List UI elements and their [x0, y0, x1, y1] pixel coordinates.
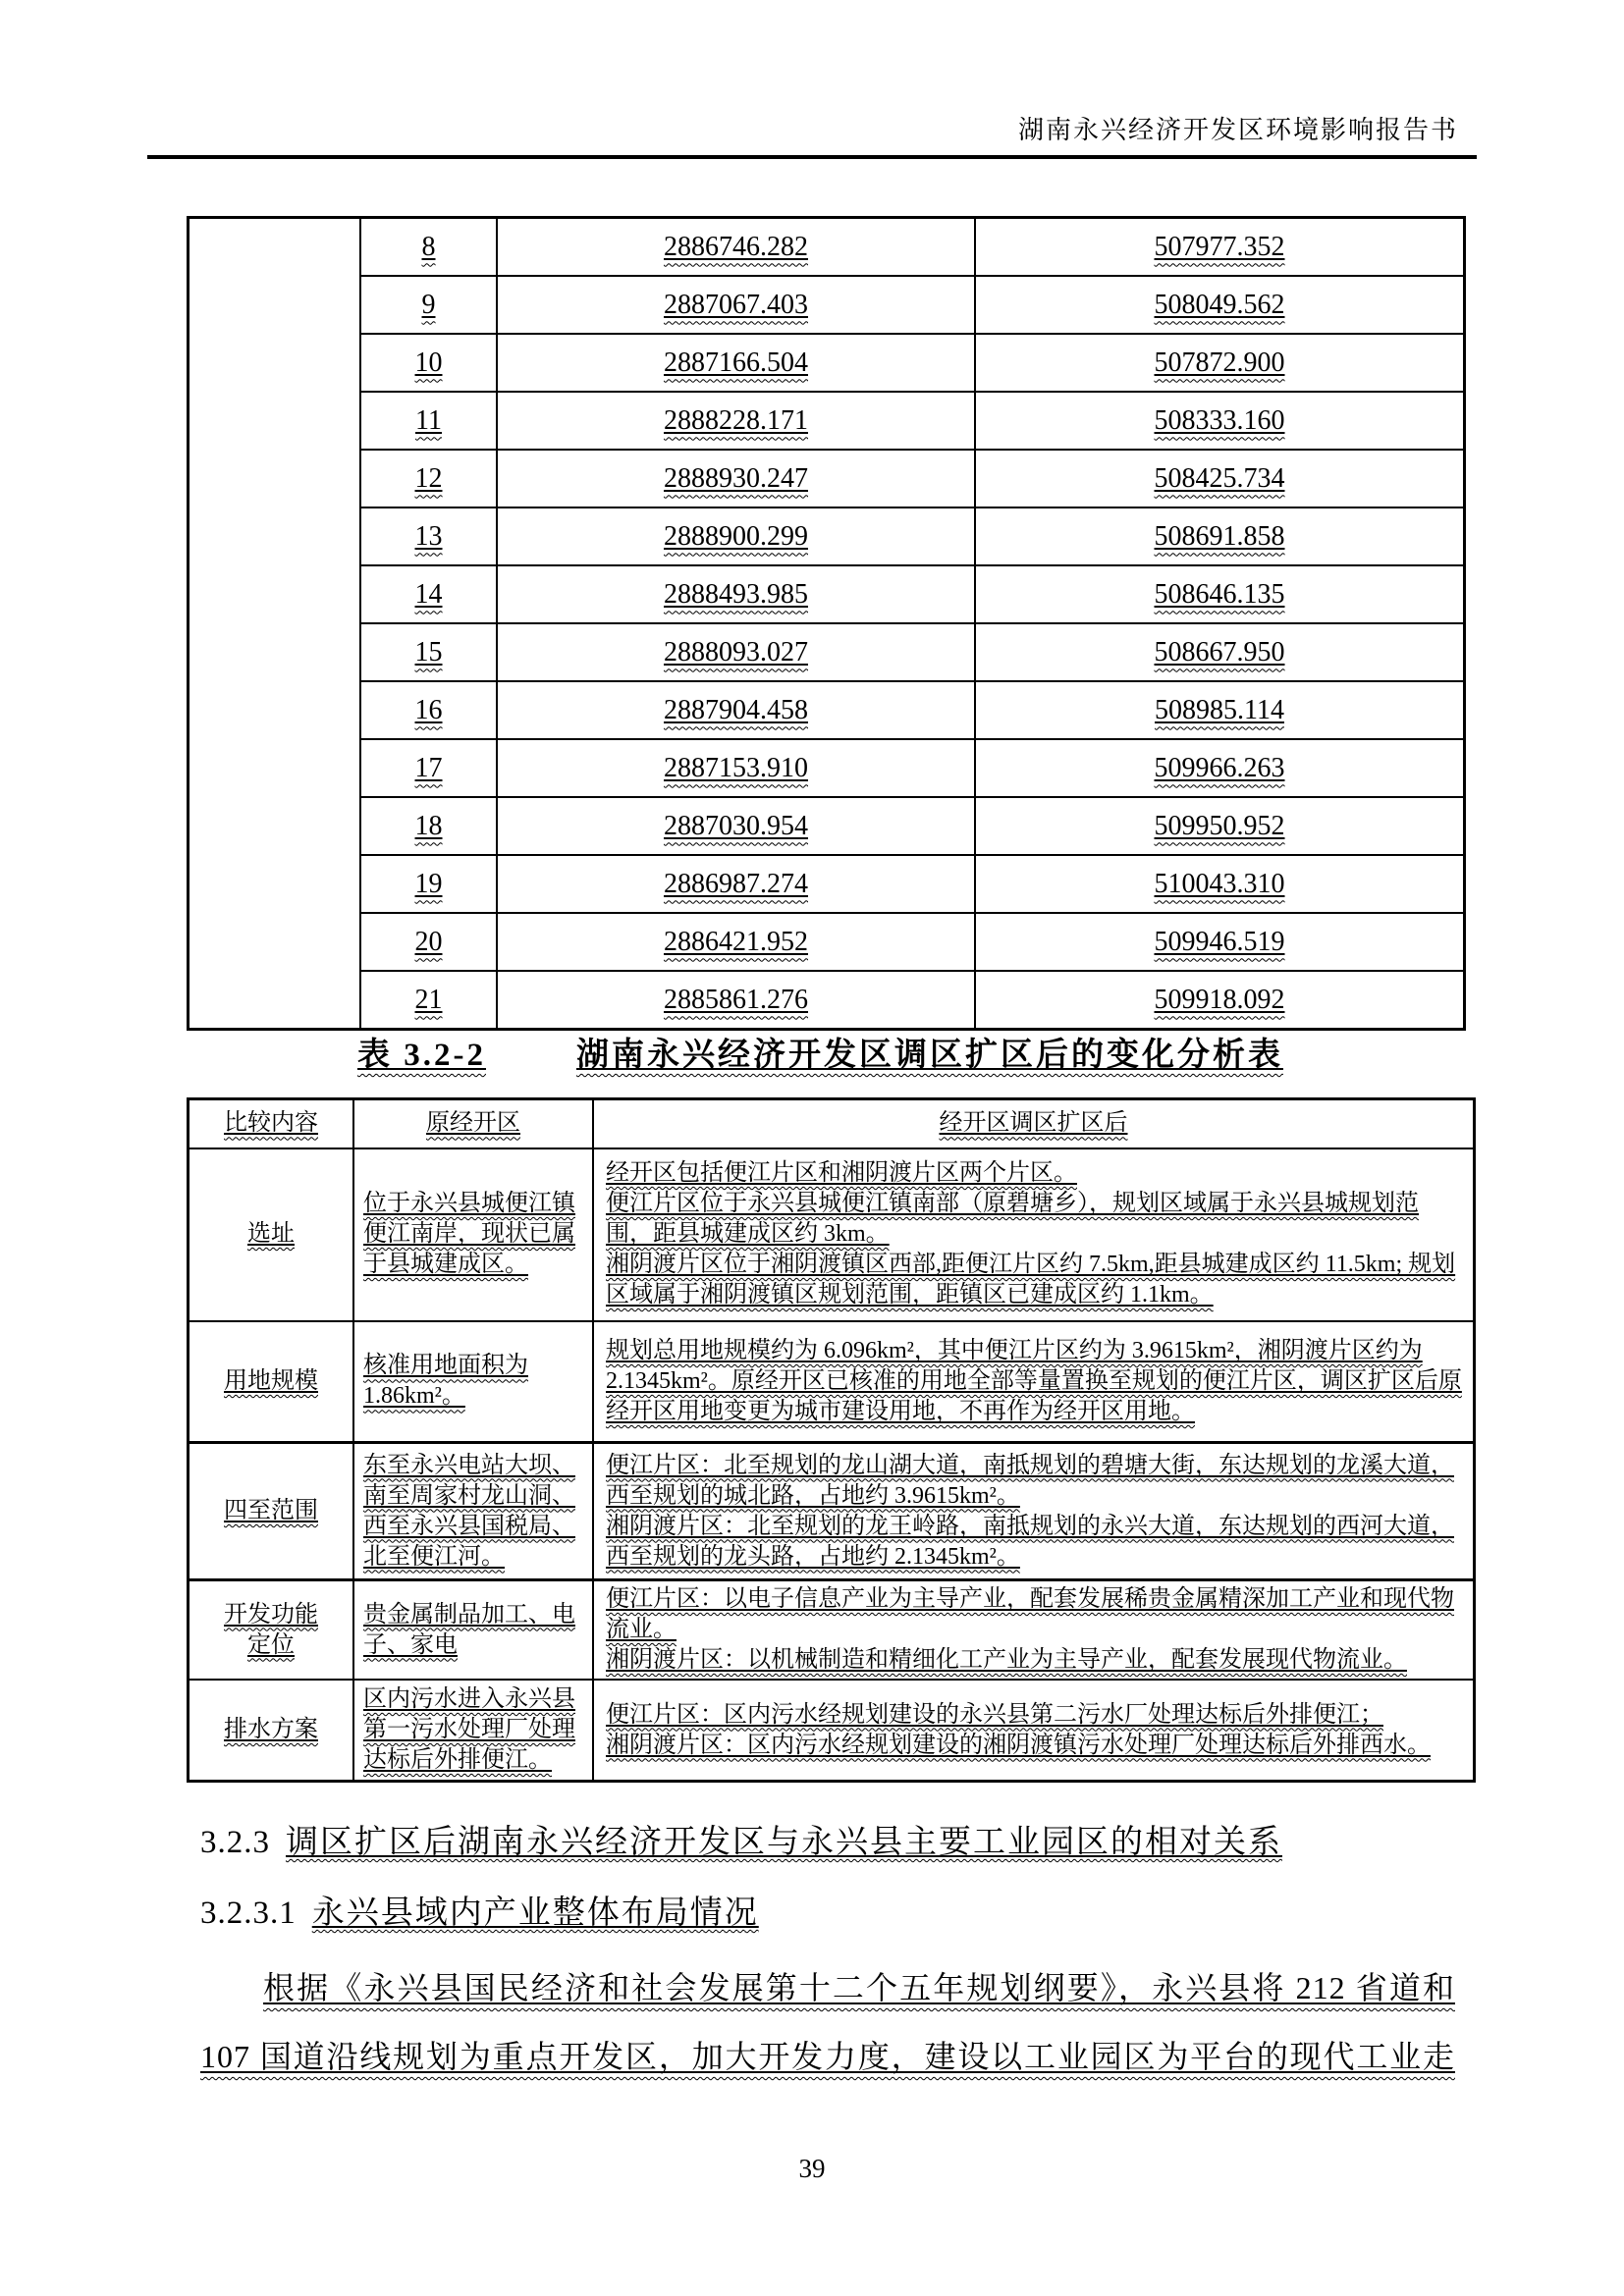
- column-header-original: [353, 1099, 593, 1148]
- x-coordinate: 2887166.504: [664, 347, 808, 378]
- item-label: 用地规模: [224, 1367, 318, 1394]
- table-row: [189, 681, 1465, 739]
- x-coordinate: 2888900.299: [664, 520, 808, 552]
- point-number-cell: [360, 855, 497, 913]
- table-row: [189, 739, 1465, 797]
- x-coordinate: 2885861.276: [664, 984, 808, 1015]
- x-coordinate: 2888930.247: [664, 462, 808, 494]
- y-coordinate: 510043.310: [1154, 868, 1285, 899]
- point-number-cell: [360, 797, 497, 855]
- y-coordinate: 509918.092: [1154, 984, 1285, 1015]
- column-header-label: 原经开区: [426, 1110, 520, 1137]
- x-coordinate: 2888493.985: [664, 578, 808, 610]
- column-header-adjusted: [593, 1099, 1475, 1148]
- point-number: 8: [421, 231, 436, 262]
- y-coordinate: 509966.263: [1154, 752, 1285, 783]
- point-number-cell: [360, 623, 497, 681]
- item-cell: [189, 1321, 354, 1443]
- point-number: 18: [414, 810, 443, 841]
- x-coordinate: 2887904.458: [664, 694, 808, 725]
- x-coordinate-cell: [497, 507, 975, 565]
- point-number: 16: [414, 694, 443, 725]
- adjusted-text: 湘阴渡片区位于湘阴渡镇区西部,距便江片区约 7.5km,距县城建成区约 11.5km; 规划区域属于湘阴渡镇区规划范围，距镇区已建成区约 1.1km。: [606, 1252, 1456, 1308]
- y-coordinate: 508646.135: [1154, 578, 1285, 610]
- point-number-cell: [360, 681, 497, 739]
- section-number: 3.2.3.1: [200, 1896, 297, 1931]
- paragraph-line: [200, 2032, 1455, 2077]
- running-header: [0, 110, 1458, 146]
- table-row: [189, 855, 1465, 913]
- x-coordinate-cell: [497, 565, 975, 623]
- table-row: [189, 565, 1465, 623]
- section-heading-323: [200, 1816, 1467, 1862]
- adjusted-text: 便江片区：以电子信息产业为主导产业，配套发展稀贵金属精深加工产业和现代物流业。: [606, 1586, 1454, 1642]
- y-coordinate-cell: [975, 565, 1465, 623]
- adjusted-cell: [593, 1321, 1475, 1443]
- x-coordinate-cell: [497, 334, 975, 392]
- original-cell: [353, 1580, 593, 1681]
- x-coordinate-cell: [497, 681, 975, 739]
- adjusted-text: 湘阴渡片区：区内污水经规划建设的湘阴渡镇污水处理厂处理达标后外排西水。: [606, 1732, 1431, 1758]
- y-coordinate-cell: [975, 971, 1465, 1030]
- y-coordinate-cell: [975, 218, 1465, 277]
- adjusted-cell: [593, 1443, 1475, 1580]
- x-coordinate-cell: [497, 392, 975, 450]
- table-row: [189, 450, 1465, 507]
- column-header-label: 比较内容: [224, 1110, 318, 1137]
- comparison-row-boundaries: [189, 1443, 1475, 1580]
- paragraph-line: [200, 1963, 1455, 2008]
- adjusted-text: 经开区包括便江片区和湘阴渡片区两个片区。: [606, 1160, 1077, 1186]
- page-number: [0, 2154, 1624, 2184]
- table-row: [189, 797, 1465, 855]
- item-label: 选址: [247, 1221, 295, 1247]
- y-coordinate-cell: [975, 507, 1465, 565]
- comparison-row-function: [189, 1580, 1475, 1681]
- adjusted-cell: [593, 1148, 1475, 1321]
- adjusted-text: 湘阴渡片区：北至规划的龙王岭路，南抵规划的永兴大道，东达规划的西河大道，西至规划的龙头路，占地约 2.1345km²。: [606, 1513, 1454, 1570]
- item-cell: [189, 1580, 354, 1681]
- y-coordinate: 509950.952: [1154, 810, 1285, 841]
- x-coordinate: 2887153.910: [664, 752, 808, 783]
- item-label: 开发功能定位: [224, 1601, 318, 1658]
- paragraph-text: 根据《永兴县国民经济和社会发展第十二个五年规划纲要》，永兴县将 212 省道和: [263, 1970, 1455, 2005]
- x-coordinate: 2888093.027: [664, 636, 808, 667]
- comparison-table: [187, 1097, 1476, 1783]
- x-coordinate-cell: [497, 739, 975, 797]
- point-number: 20: [414, 926, 443, 957]
- point-number-cell: [360, 392, 497, 450]
- point-number: 17: [414, 752, 443, 783]
- column-header-item: [189, 1099, 354, 1148]
- adjusted-text: 便江片区：北至规划的龙山湖大道，南抵规划的碧塘大街，东达规划的龙溪大道，西至规划的城北路，占地约 3.9615km²。: [606, 1452, 1454, 1509]
- merged-empty-cell: [189, 218, 361, 1030]
- comparison-row-drainage: [189, 1680, 1475, 1782]
- point-number-cell: [360, 913, 497, 971]
- point-number-cell: [360, 971, 497, 1030]
- original-cell: [353, 1321, 593, 1443]
- original-text: 核准用地面积为 1.86km²。: [363, 1353, 528, 1410]
- x-coordinate-cell: [497, 855, 975, 913]
- comparison-row-site: [189, 1148, 1475, 1321]
- x-coordinate-cell: [497, 276, 975, 334]
- item-label: 排水方案: [224, 1717, 318, 1742]
- y-coordinate: 508333.160: [1154, 404, 1285, 436]
- table-row: [189, 971, 1465, 1030]
- page-number-value: 39: [798, 2154, 826, 2183]
- comparison-row-land-scale: [189, 1321, 1475, 1443]
- y-coordinate-cell: [975, 334, 1465, 392]
- original-text: 位于永兴县城便江镇便江南岸，现状已属于县城建成区。: [363, 1191, 575, 1277]
- section-title: 调区扩区后湖南永兴经济开发区与永兴县主要工业园区的相对关系: [286, 1825, 1282, 1860]
- table-row: [189, 276, 1465, 334]
- y-coordinate: 508691.858: [1154, 520, 1285, 552]
- item-cell: [189, 1680, 354, 1782]
- point-number-cell: [360, 739, 497, 797]
- point-number: 11: [415, 404, 442, 436]
- point-number-cell: [360, 507, 497, 565]
- original-cell: [353, 1443, 593, 1580]
- point-number-cell: [360, 334, 497, 392]
- x-coordinate: 2886987.274: [664, 868, 808, 899]
- paragraph-text: 107 国道沿线规划为重点开发区，加大开发力度，建设以工业园区为平台的现代工业走: [200, 2039, 1455, 2074]
- adjusted-cell: [593, 1580, 1475, 1681]
- original-cell: [353, 1680, 593, 1782]
- point-number: 14: [414, 578, 443, 610]
- y-coordinate-cell: [975, 855, 1465, 913]
- y-coordinate-cell: [975, 623, 1465, 681]
- y-coordinate-cell: [975, 797, 1465, 855]
- table-row: [189, 623, 1465, 681]
- x-coordinate-cell: [497, 913, 975, 971]
- table-caption-label: 表 3.2-2: [357, 1038, 486, 1073]
- y-coordinate-cell: [975, 681, 1465, 739]
- point-number: 10: [414, 347, 443, 378]
- y-coordinate-cell: [975, 739, 1465, 797]
- y-coordinate: 508425.734: [1154, 462, 1285, 494]
- x-coordinate: 2886746.282: [664, 231, 808, 262]
- original-text: 贵金属制品加工、电子、家电: [363, 1601, 575, 1658]
- x-coordinate-cell: [497, 623, 975, 681]
- y-coordinate: 509946.519: [1154, 926, 1285, 957]
- item-cell: [189, 1148, 354, 1321]
- point-number: 9: [421, 289, 436, 320]
- point-number-cell: [360, 218, 497, 277]
- table-row: [189, 218, 1465, 277]
- point-number-cell: [360, 276, 497, 334]
- section-title: 永兴县域内产业整体布局情况: [311, 1896, 759, 1931]
- original-text: 区内污水进入永兴县第一污水处理厂处理达标后外排便江。: [363, 1686, 575, 1773]
- adjusted-text: 便江片区位于永兴县城便江镇南部（原碧塘乡），规划区域属于永兴县城规划范围，距县城建成区约 3km。: [606, 1191, 1419, 1247]
- y-coordinate: 507872.900: [1154, 347, 1285, 378]
- y-coordinate: 508049.562: [1154, 289, 1285, 320]
- adjusted-text: 湘阴渡片区：以机械制造和精细化工产业为主导产业，配套发展现代物流业。: [606, 1647, 1407, 1673]
- item-label: 四至范围: [224, 1498, 318, 1523]
- x-coordinate-cell: [497, 797, 975, 855]
- original-cell: [353, 1148, 593, 1321]
- x-coordinate: 2888228.171: [664, 404, 808, 436]
- adjusted-text: 便江片区：区内污水经规划建设的永兴县第二污水厂处理达标后外排便江；: [606, 1701, 1383, 1728]
- adjusted-cell: [593, 1680, 1475, 1782]
- adjusted-text: 规划总用地规模约为 6.096km²，其中便江片区约为 3.9615km²，湘阴渡片区约为 2.1345km²。原经开区已核准的用地全部等量置换至规划的便江片区，调区扩区后原经开区用地变更为城市建设用地，不再作为经开区用地。: [606, 1337, 1462, 1424]
- point-number: 12: [414, 462, 443, 494]
- x-coordinate: 2887067.403: [664, 289, 808, 320]
- item-cell: [189, 1443, 354, 1580]
- y-coordinate-cell: [975, 276, 1465, 334]
- table-row: [189, 334, 1465, 392]
- x-coordinate-cell: [497, 218, 975, 277]
- y-coordinate-cell: [975, 392, 1465, 450]
- y-coordinate-cell: [975, 913, 1465, 971]
- y-coordinate: 508985.114: [1155, 694, 1284, 725]
- section-number: 3.2.3: [200, 1825, 270, 1860]
- x-coordinate: 2887030.954: [664, 810, 808, 841]
- x-coordinate-cell: [497, 450, 975, 507]
- y-coordinate-cell: [975, 450, 1465, 507]
- report-title: 湖南永兴经济开发区环境影响报告书: [1017, 116, 1458, 144]
- table-row: [189, 392, 1465, 450]
- x-coordinate-cell: [497, 971, 975, 1030]
- coordinates-table: [187, 216, 1466, 1031]
- table-caption-title: 湖南永兴经济开发区调区扩区后的变化分析表: [576, 1038, 1283, 1073]
- x-coordinate: 2886421.952: [664, 926, 808, 957]
- point-number-cell: [360, 565, 497, 623]
- table-row: [189, 507, 1465, 565]
- point-number: 21: [414, 984, 443, 1015]
- point-number: 19: [414, 868, 443, 899]
- section-heading-3231: [200, 1887, 1467, 1933]
- y-coordinate: 507977.352: [1154, 231, 1285, 262]
- table-row: [189, 913, 1465, 971]
- original-text: 东至永兴电站大坝、南至周家村龙山洞、西至永兴县国税局、北至便江河。: [363, 1452, 575, 1570]
- point-number-cell: [360, 450, 497, 507]
- header-rule: [147, 155, 1477, 159]
- point-number: 15: [414, 636, 443, 667]
- comparison-header-row: [189, 1099, 1475, 1148]
- table-caption: [187, 1029, 1454, 1075]
- y-coordinate: 508667.950: [1154, 636, 1285, 667]
- point-number: 13: [414, 520, 443, 552]
- column-header-label: 经开区调区扩区后: [939, 1110, 1128, 1137]
